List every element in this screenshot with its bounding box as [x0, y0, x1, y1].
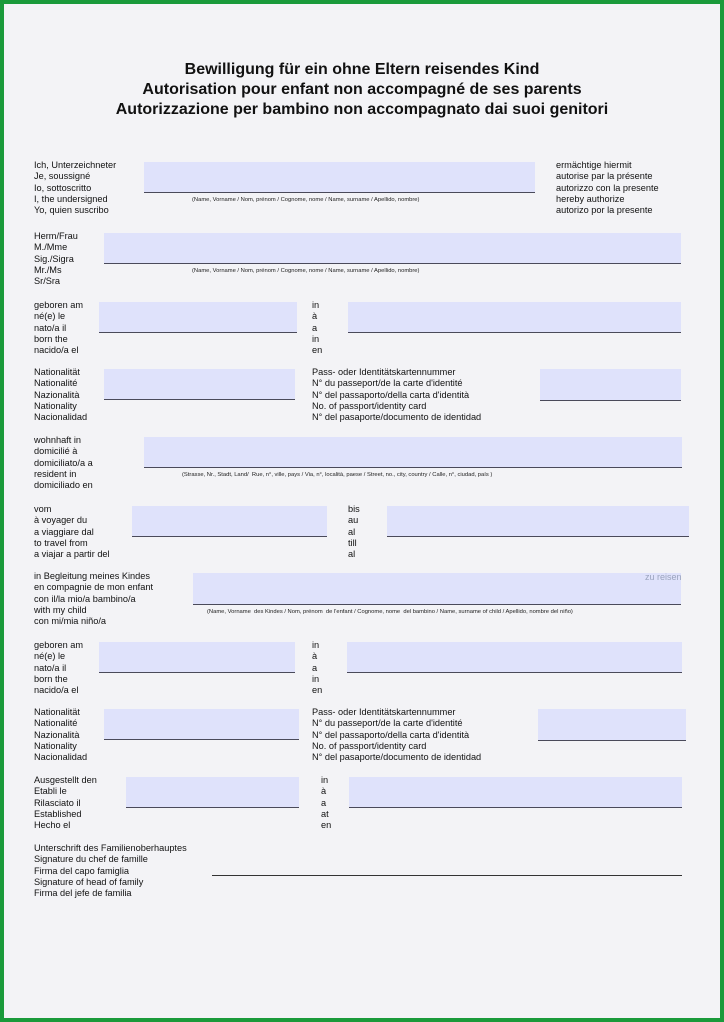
adult-passport-label: Pass- oder Identitätskartennummer N° du passeport/de la carte d'identité N° del passaporto/della carta d'identità No. of passport/identity card N° del pasaporte/documento de identidad [312, 367, 482, 423]
adult-nationality-label: Nationalität Nationalité Nazionalità Nationality Nacionalidad [34, 367, 88, 423]
child-passport-label: Pass- oder Identitätskartennummer N° du passeport/de la carte d'identité N° del passaporto/della carta d'identità No. of passport/identity card N° del pasaporte/documento de identidad [312, 707, 482, 763]
adult-nationality-field[interactable] [104, 369, 295, 400]
child-nationality-field[interactable] [104, 709, 299, 740]
adult-birthplace-field[interactable] [348, 302, 681, 333]
child-name-caption: (Name, Vorname des Kindes / Nom, prénom de l'enfant / Cognome, nome del bambino / Name, surname of child / Apellido, nombre del niño) [207, 609, 573, 615]
child-birthdate-field[interactable] [99, 642, 295, 673]
child-birthplace-label: in à a in en [312, 640, 323, 696]
residence-caption: (Strasse, Nr., Stadt, Land/ Rue, n°, ville, pays / Via, n°, località, paese / Street, no., city, country / Calle, n°, ciudad, país ) [182, 472, 493, 478]
issued-place-label: in à a at en [321, 775, 332, 831]
travel-until-label: bis au al till al [348, 504, 360, 560]
travel-until-field[interactable] [387, 506, 689, 537]
authorize-label: ermächtige hiermit autorise par la présente autorizzo con la presente hereby authorize autorizo por la presente [556, 160, 659, 216]
authorized-person-caption: (Name, Vorname / Nom, prénom / Cognome, nome / Name, surname / Apellido, nombre) [192, 268, 420, 274]
signer-label: Ich, Unterzeichneter Je, soussigné Io, sottoscritto I, the undersigned Yo, quien suscribo [34, 160, 117, 216]
signature-line[interactable] [212, 875, 682, 876]
signer-name-field[interactable] [144, 162, 535, 193]
travel-from-label: vom à voyager du a viaggiare dal to travel from a viajar a partir del [34, 504, 110, 560]
issued-date-label: Ausgestellt den Etabli le Rilasciato il Established Hecho el [34, 775, 97, 831]
child-field-hint: zu reisen [645, 572, 682, 582]
child-passport-field[interactable] [538, 709, 686, 741]
child-birthdate-label: geboren am né(e) le nato/a il born the nacido/a el [34, 640, 84, 696]
residence-label: wohnhaft in domicilié à domiciliato/a a resident in domiciliado en [34, 435, 93, 491]
adult-birthdate-field[interactable] [99, 302, 297, 333]
signer-name-caption: (Name, Vorname / Nom, prénom / Cognome, nome / Name, surname / Apellido, nombre) [192, 197, 420, 203]
residence-field[interactable] [144, 437, 682, 468]
title-french: Autorisation pour enfant non accompagné de ses parents [142, 81, 582, 98]
salutation-label: Herm/Frau M./Mme Sig./Sigra Mr./Ms Sr/Sra [34, 231, 78, 287]
adult-passport-field[interactable] [540, 369, 681, 401]
title-italian: Autorizzazione per bambino non accompagnato dai suoi genitori [115, 101, 609, 118]
adult-birthplace-label: in à a in en [312, 300, 323, 356]
child-birthplace-field[interactable] [347, 642, 682, 673]
child-label: in Begleitung meines Kindes en compagnie de mon enfant con il/la mio/a bambino/a with my child con mi/mia niño/a [34, 571, 154, 627]
adult-birthdate-label: geboren am né(e) le nato/a il born the nacido/a el [34, 300, 84, 356]
travel-from-field[interactable] [132, 506, 327, 537]
child-name-field[interactable] [193, 573, 681, 605]
title-german: Bewilligung für ein ohne Eltern reisendes Kind [184, 61, 540, 78]
issued-date-field[interactable] [126, 777, 299, 808]
child-nationality-label: Nationalität Nationalité Nazionalità Nationality Nacionalidad [34, 707, 88, 763]
issued-place-field[interactable] [349, 777, 682, 808]
authorized-person-field[interactable] [104, 233, 681, 264]
signature-label: Unterschrift des Familienoberhauptes Signature du chef de famille Firma del capo famiglia Signature of head of family Firma del jefe de familia [34, 843, 187, 899]
